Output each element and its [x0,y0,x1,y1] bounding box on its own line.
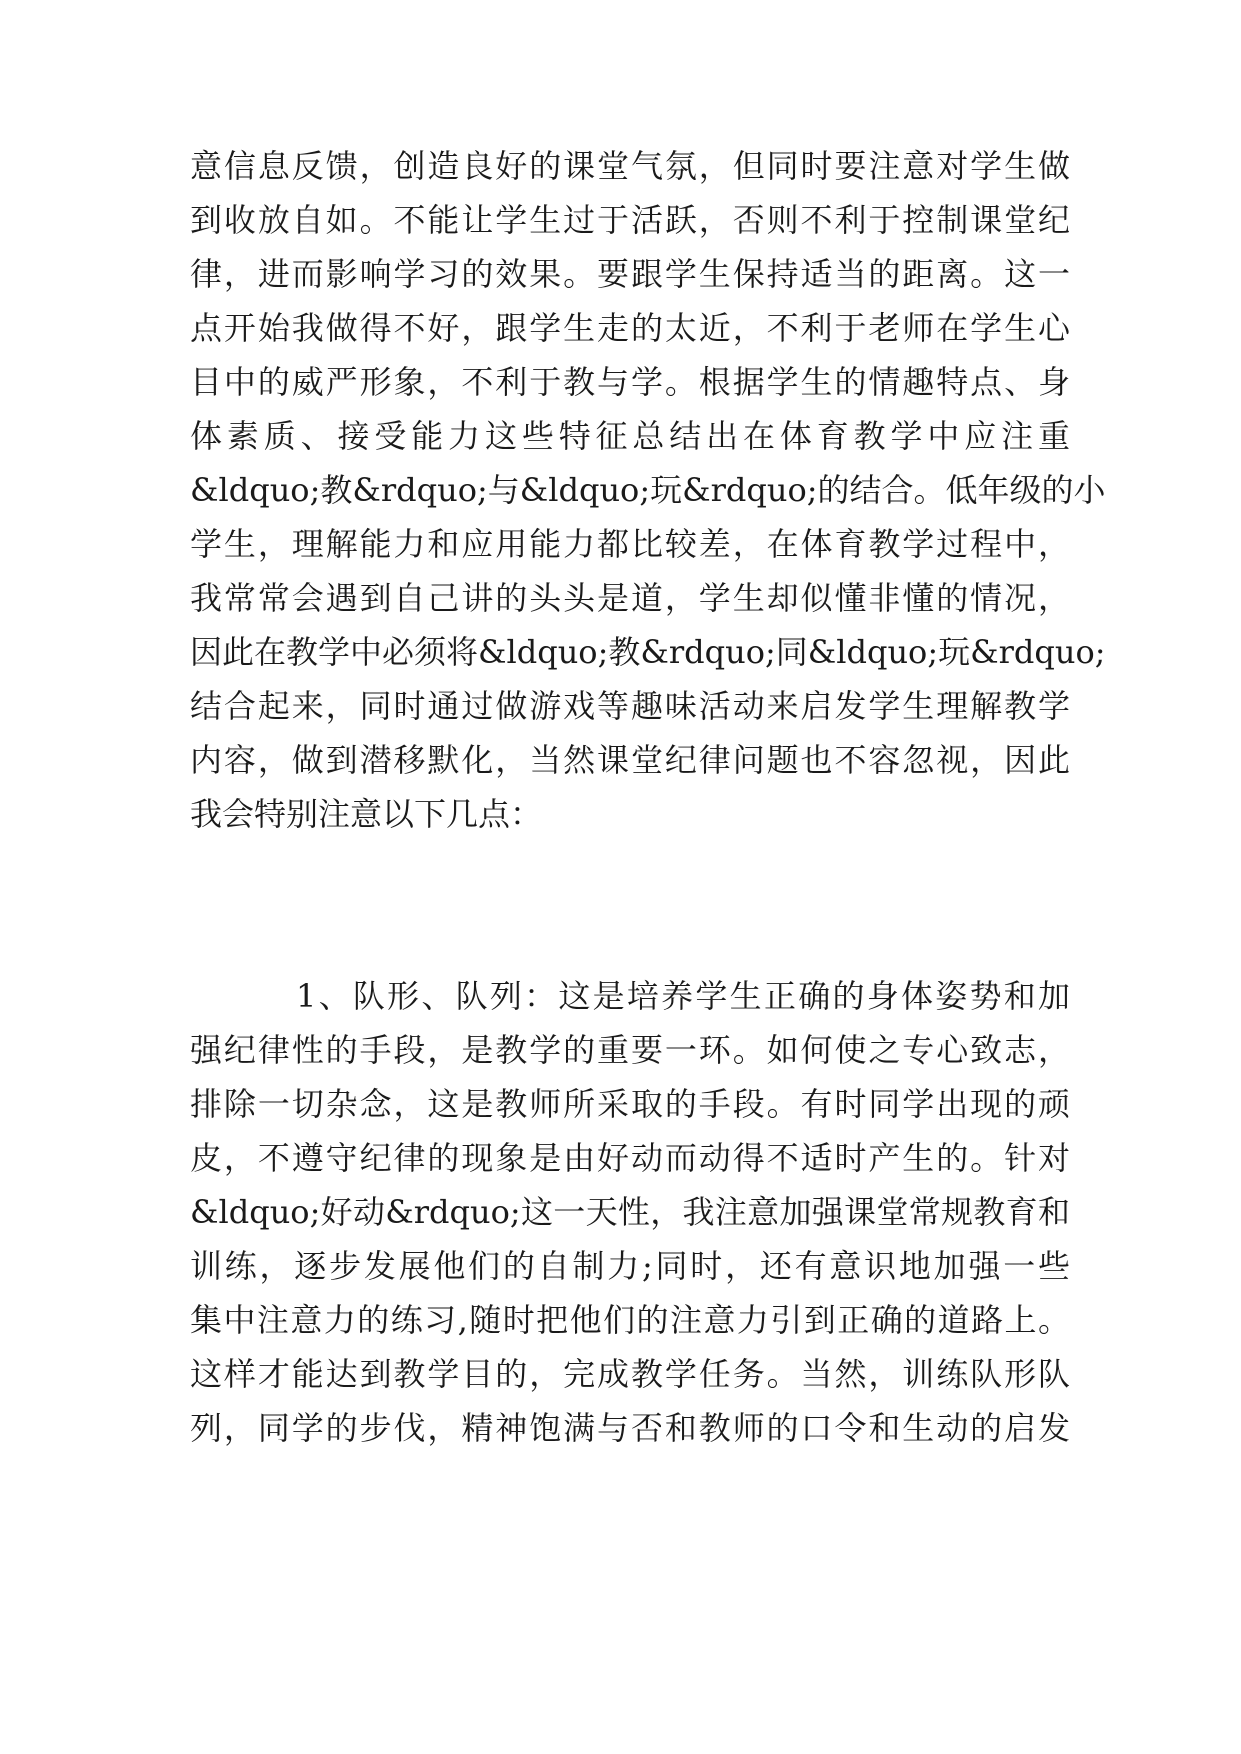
text-line: 目中的威严形象，不利于教与学。根据学生的情趣特点、身 [190,363,1070,401]
text-line: 内容，做到潜移默化，当然课堂纪律问题也不容忽视，因此 [190,741,1070,779]
text-line: 皮，不遵守纪律的现象是由好动而动得不适时产生的。针对 [190,1139,1070,1177]
text-line: 强纪律性的手段，是教学的重要一环。如何使之专心致志， [190,1031,1070,1069]
text-line: 律，进而影响学习的效果。要跟学生保持适当的距离。这一 [190,255,1070,293]
text-line: 因此在教学中必须将&ldquo;教&rdquo;同&ldquo;玩&rdquo; [190,633,1106,671]
text-line: 我常常会遇到自己讲的头头是道，学生却似懂非懂的情况， [190,579,1070,617]
text-line: 1、队形、队列：这是培养学生正确的身体姿势和加 [296,977,1070,1015]
text-line: 体素质、接受能力这些特征总结出在体育教学中应注重 [190,417,1070,455]
text-line: 这样才能达到教学目的，完成教学任务。当然，训练队形队 [190,1355,1070,1393]
text-line: 点开始我做得不好，跟学生走的太近，不利于老师在学生心 [190,309,1070,347]
text-line: 排除一切杂念，这是教师所采取的手段。有时同学出现的顽 [190,1085,1070,1123]
text-line: &ldquo;教&rdquo;与&ldquo;玩&rdquo;的结合。低年级的小 [190,471,1106,509]
text-line: 列，同学的步伐，精神饱满与否和教师的口令和生动的启发 [190,1409,1070,1447]
text-line: &ldquo;好动&rdquo;这一天性，我注意加强课堂常规教育和 [190,1193,1070,1231]
text-line: 训练，逐步发展他们的自制力;同时，还有意识地加强一些 [190,1247,1070,1285]
text-line: 集中注意力的练习,随时把他们的注意力引到正确的道路上。 [190,1301,1070,1339]
text-line: 意信息反馈，创造良好的课堂气氛，但同时要注意对学生做 [190,147,1070,185]
text-line: 结合起来，同时通过做游戏等趣味活动来启发学生理解教学 [190,687,1070,725]
text-line: 学生，理解能力和应用能力都比较差，在体育教学过程中， [190,525,1070,563]
text-line: 我会特别注意以下几点： [190,795,543,833]
text-line: 到收放自如。不能让学生过于活跃，否则不利于控制课堂纪 [190,201,1070,239]
